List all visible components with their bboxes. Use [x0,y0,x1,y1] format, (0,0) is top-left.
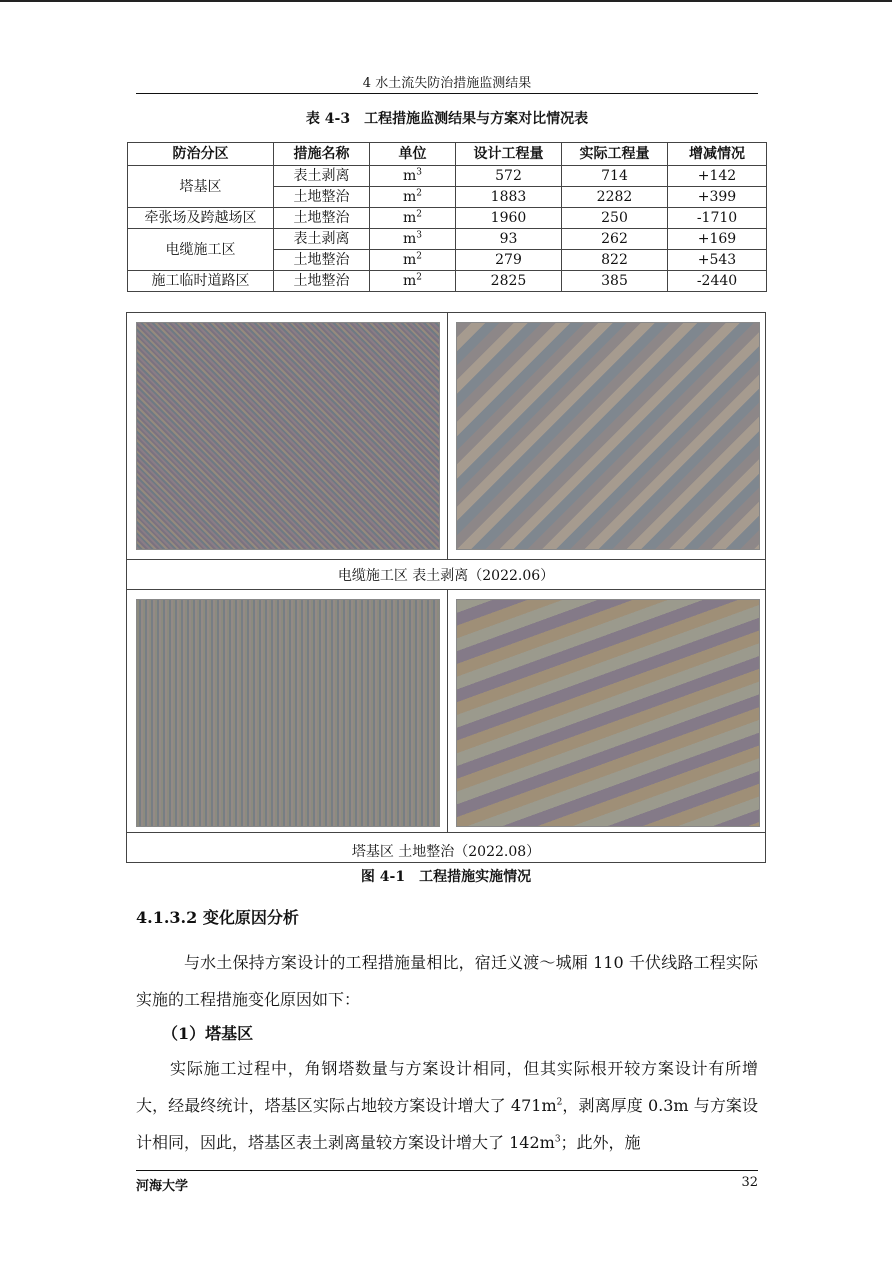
measure-cell: 土地整治 [274,250,370,271]
actual-cell: 385 [562,271,668,292]
section-heading: 4.1.3.2 变化原因分析 [136,908,299,927]
top-border [0,0,892,2]
table-header-row [128,143,767,166]
table-row [128,208,767,229]
col-header: 实际工程量 [562,143,668,166]
unit-cell: $m^2$ [370,187,456,208]
measure-cell: 土地整治 [274,208,370,229]
col-header: 措施名称 [274,143,370,166]
design-cell: 93 [456,229,562,250]
design-cell: 2825 [456,271,562,292]
zone-cell: 牵张场及跨越场区 [128,208,274,229]
paragraph: 实际施工过程中，角钢塔数量与方案设计相同，但其实际根开较方案设计有所增大，经最终统计，塔基区实际占地较方案设计增大了 $471m^2$，剥离厚度 0.3m 与方案设计相同，因此，塔基区表土剥离量较方案设计增大了 $142m^3$；此外，施 [136,1059,758,1152]
measure-cell: 土地整治 [274,187,370,208]
col-header: 单位 [370,143,456,166]
col-header: 防治分区 [128,143,274,166]
change-cell: +142 [668,166,767,187]
measure-cell: 表土剥离 [274,229,370,250]
actual-cell: 822 [562,250,668,271]
actual-cell: 2282 [562,187,668,208]
figure-caption-top: 电缆施工区 表土剥离（2022.06） [337,568,555,584]
zone-cell: 塔基区 [128,166,274,208]
col-header: 增减情况 [668,143,767,166]
change-cell: -2440 [668,271,767,292]
measures-table [127,142,767,292]
figure-frame [126,312,766,863]
header-rule [136,93,758,94]
page-number: 32 [741,1175,758,1190]
table-title: 表 4-3 工程措施监测结果与方案对比情况表 [305,111,589,127]
measure-cell: 土地整治 [274,271,370,292]
figure-caption-bottom: 塔基区 土地整治（2022.08） [351,844,541,860]
footer-institution: 河海大学 [136,1179,189,1194]
figure-divider [127,832,765,833]
unit-cell: $m^2$ [370,208,456,229]
figure-divider [447,313,448,559]
measure-cell: 表土剥离 [274,166,370,187]
figure-divider [127,589,765,590]
footer-rule [136,1170,758,1171]
photo-cable-area-1 [136,322,440,550]
change-cell: -1710 [668,208,767,229]
photo-tower-area-1 [136,599,440,827]
design-cell: 1883 [456,187,562,208]
unit-cell: $m^3$ [370,166,456,187]
figure-title: 图 4-1 工程措施实施情况 [360,869,532,885]
photo-cable-area-2 [456,322,760,550]
actual-cell: 250 [562,208,668,229]
design-cell: 572 [456,166,562,187]
zone-cell: 电缆施工区 [128,229,274,271]
photo-tower-area-2 [456,599,760,827]
actual-cell: 714 [562,166,668,187]
change-cell: +169 [668,229,767,250]
unit-cell: $m^3$ [370,229,456,250]
subsection-heading: （1）塔基区 [162,1024,254,1043]
figure-divider [127,559,765,560]
paragraph: 与水土保持方案设计的工程措施量相比，宿迁义渡～城厢 110 千伏线路工程实际实施的工程措施变化原因如下： [136,953,758,1009]
actual-cell: 262 [562,229,668,250]
unit-cell: $m^2$ [370,271,456,292]
table-row [128,271,767,292]
col-header: 设计工程量 [456,143,562,166]
figure-divider [447,589,448,832]
unit-cell: $m^2$ [370,250,456,271]
table-row [128,166,767,187]
change-cell: +399 [668,187,767,208]
design-cell: 1960 [456,208,562,229]
design-cell: 279 [456,250,562,271]
change-cell: +543 [668,250,767,271]
table-row [128,229,767,250]
running-header: 4 水土流失防治措施监测结果 [362,76,532,91]
zone-cell: 施工临时道路区 [128,271,274,292]
